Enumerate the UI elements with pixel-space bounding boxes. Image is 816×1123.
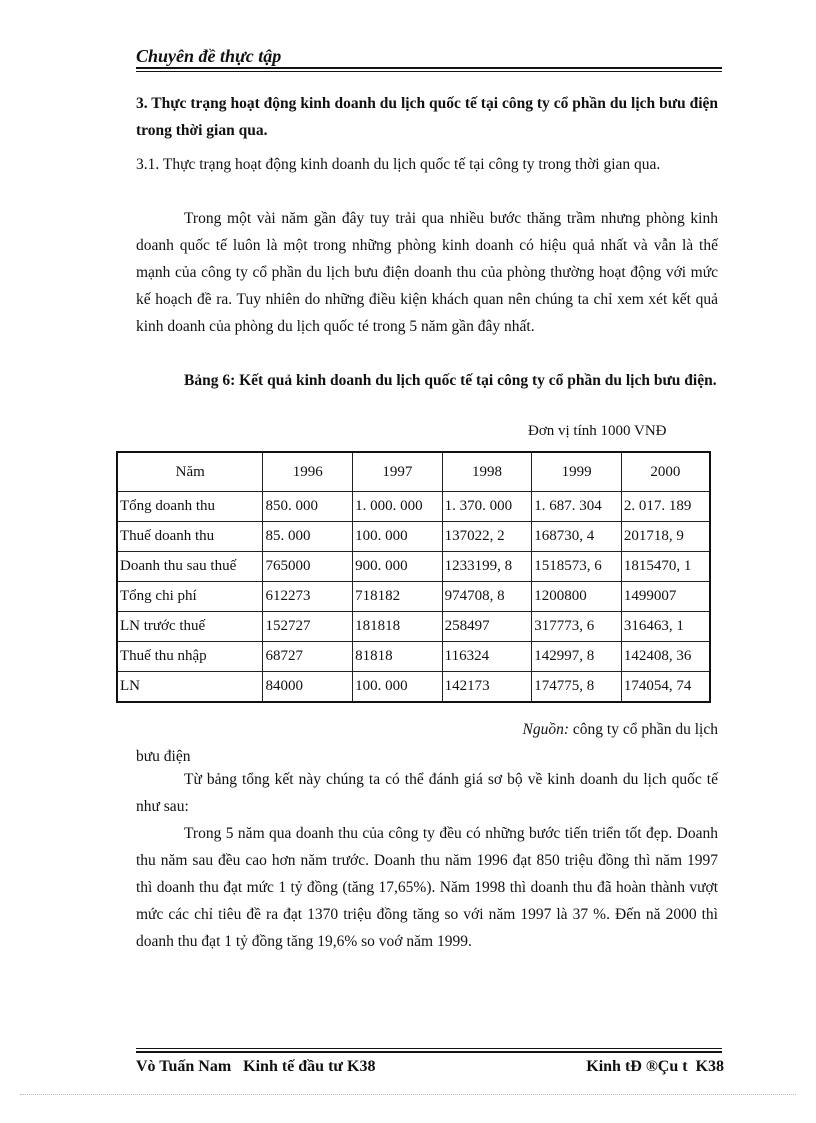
row-label: Tổng chi phí <box>117 582 263 612</box>
table-cell: 850. 000 <box>263 492 353 522</box>
table-cell: 201718, 9 <box>621 522 710 552</box>
row-label: LN <box>117 672 263 703</box>
table-cell: 718182 <box>353 582 443 612</box>
table-cell: 142408, 36 <box>621 642 710 672</box>
table-cell: 174775, 8 <box>532 672 622 703</box>
source-text: công ty cổ phần du lịch <box>572 721 718 738</box>
table-row <box>117 522 710 552</box>
table-cell: 316463, 1 <box>621 612 710 642</box>
table-cell: 1. 687. 304 <box>532 492 622 522</box>
table-cell: 1200800 <box>532 582 622 612</box>
table-cell: 174054, 74 <box>621 672 710 703</box>
table-cell: 152727 <box>263 612 353 642</box>
header-cell: 1996 <box>263 452 353 492</box>
table-cell: 900. 000 <box>353 552 443 582</box>
header-cell: 1997 <box>353 452 443 492</box>
table-row <box>117 582 710 612</box>
table-row <box>117 552 710 582</box>
table-cell: 85. 000 <box>263 522 353 552</box>
unit-note: Đơn vị tính 1000 VNĐ <box>528 423 667 439</box>
table-cell: 168730, 4 <box>532 522 622 552</box>
footer-rule-thin <box>136 1048 722 1049</box>
source-note <box>136 716 718 743</box>
paragraph-summary: Từ bảng tổng kết này chúng ta có thể đánh giá sơ bộ về kinh doanh du lịch quốc tế như sau: <box>136 771 718 815</box>
header-title: Chuyên đề thực tập <box>136 46 282 66</box>
source-continuation: bưu điện <box>136 748 191 765</box>
table-row <box>117 492 710 522</box>
table-cell: 68727 <box>263 642 353 672</box>
table-cell: 1518573, 6 <box>532 552 622 582</box>
table-cell: 317773, 6 <box>532 612 622 642</box>
header-rule-thin <box>136 71 722 72</box>
table-header-row <box>117 452 710 492</box>
table-row <box>117 642 710 672</box>
header-cell: Năm <box>117 452 263 492</box>
table-row <box>117 612 710 642</box>
table-cell: 1233199, 8 <box>442 552 532 582</box>
table-cell: 1499007 <box>621 582 710 612</box>
footer-class: Kinh tÐ ®Çu t K38 <box>586 1058 724 1075</box>
table-cell: 181818 <box>353 612 443 642</box>
row-label: Thuế doanh thu <box>117 522 263 552</box>
table-cell: 1. 370. 000 <box>442 492 532 522</box>
table-cell: 116324 <box>442 642 532 672</box>
table-cell: 1. 000. 000 <box>353 492 443 522</box>
paragraph-revenue: Trong 5 năm qua doanh thu của công ty đều có những bước tiến triển tốt đẹp. Doanh thu năm sau đều cao hơn năm trước. Doanh thu năm 1996 đạt 850 triệu đồng thì năm 1997 thì doanh thu đạt mức 1 tỷ đồng (tăng 17,65%). Năm 1998 thì doanh thu đã hoàn thành vượt mức các chỉ tiêu đề ra đạt 1370 triệu đồng tăng so với năm 1997 là 37 %. Đến nă 2000 thì doanh thu đạt 1 tỷ đồng tăng 19,6% so voớ năm 1999. <box>136 825 718 950</box>
table-cell: 100. 000 <box>353 522 443 552</box>
table-cell: 974708, 8 <box>442 582 532 612</box>
header-cell: 1998 <box>442 452 532 492</box>
table-cell: 81818 <box>353 642 443 672</box>
table-cell: 137022, 2 <box>442 522 532 552</box>
table-cell: 142997, 8 <box>532 642 622 672</box>
table-caption: Bảng 6: Kết quả kinh doanh du lịch quốc tế tại công ty cổ phần du lịch bưu điện. <box>184 372 717 389</box>
table-cell: 612273 <box>263 582 353 612</box>
source-label: Nguồn: <box>522 721 570 738</box>
row-label: Thuế thu nhập <box>117 642 263 672</box>
table-cell: 1815470, 1 <box>621 552 710 582</box>
subsection-heading: 3.1. Thực trạng hoạt động kinh doanh du lịch quốc tế tại công ty trong thời gian qua. <box>136 156 661 173</box>
footer-author: Vò Tuấn Nam Kinh tế đầu tư K38 <box>136 1058 376 1075</box>
table-cell: 2. 017. 189 <box>621 492 710 522</box>
results-table <box>116 451 711 703</box>
table-cell: 142173 <box>442 672 532 703</box>
table-cell: 84000 <box>263 672 353 703</box>
section-heading: 3. Thực trạng hoạt động kinh doanh du lịch quốc tế tại công ty cổ phần du lịch bưu điện trong thời gian qua. <box>136 95 718 139</box>
row-label: Tổng doanh thu <box>117 492 263 522</box>
row-label: Doanh thu sau thuế <box>117 552 263 582</box>
page-bottom-divider <box>20 1094 796 1095</box>
paragraph-intro: Trong một vài năm gần đây tuy trải qua nhiều bước thăng trầm nhưng phòng kinh doanh quốc tế luôn là một trong những phòng kinh doanh có hiệu quả nhất và vẫn là thế mạnh của công ty cổ phần du lịch bưu điện doanh thu của phòng thường hoạt động với mức kế hoạch đề ra. Tuy nhiên do những điều kiện khách quan nên chúng ta chỉ xem xét kết quả kinh doanh của phòng du lịch quốc té trong 5 năm gần đây nhất. <box>136 210 718 335</box>
header-cell: 1999 <box>532 452 622 492</box>
header-cell: 2000 <box>621 452 710 492</box>
header-rule <box>136 67 722 69</box>
table-cell: 258497 <box>442 612 532 642</box>
table-cell: 765000 <box>263 552 353 582</box>
table-row <box>117 672 710 703</box>
row-label: LN trước thuế <box>117 612 263 642</box>
footer-rule <box>136 1051 722 1053</box>
table-cell: 100. 000 <box>353 672 443 703</box>
